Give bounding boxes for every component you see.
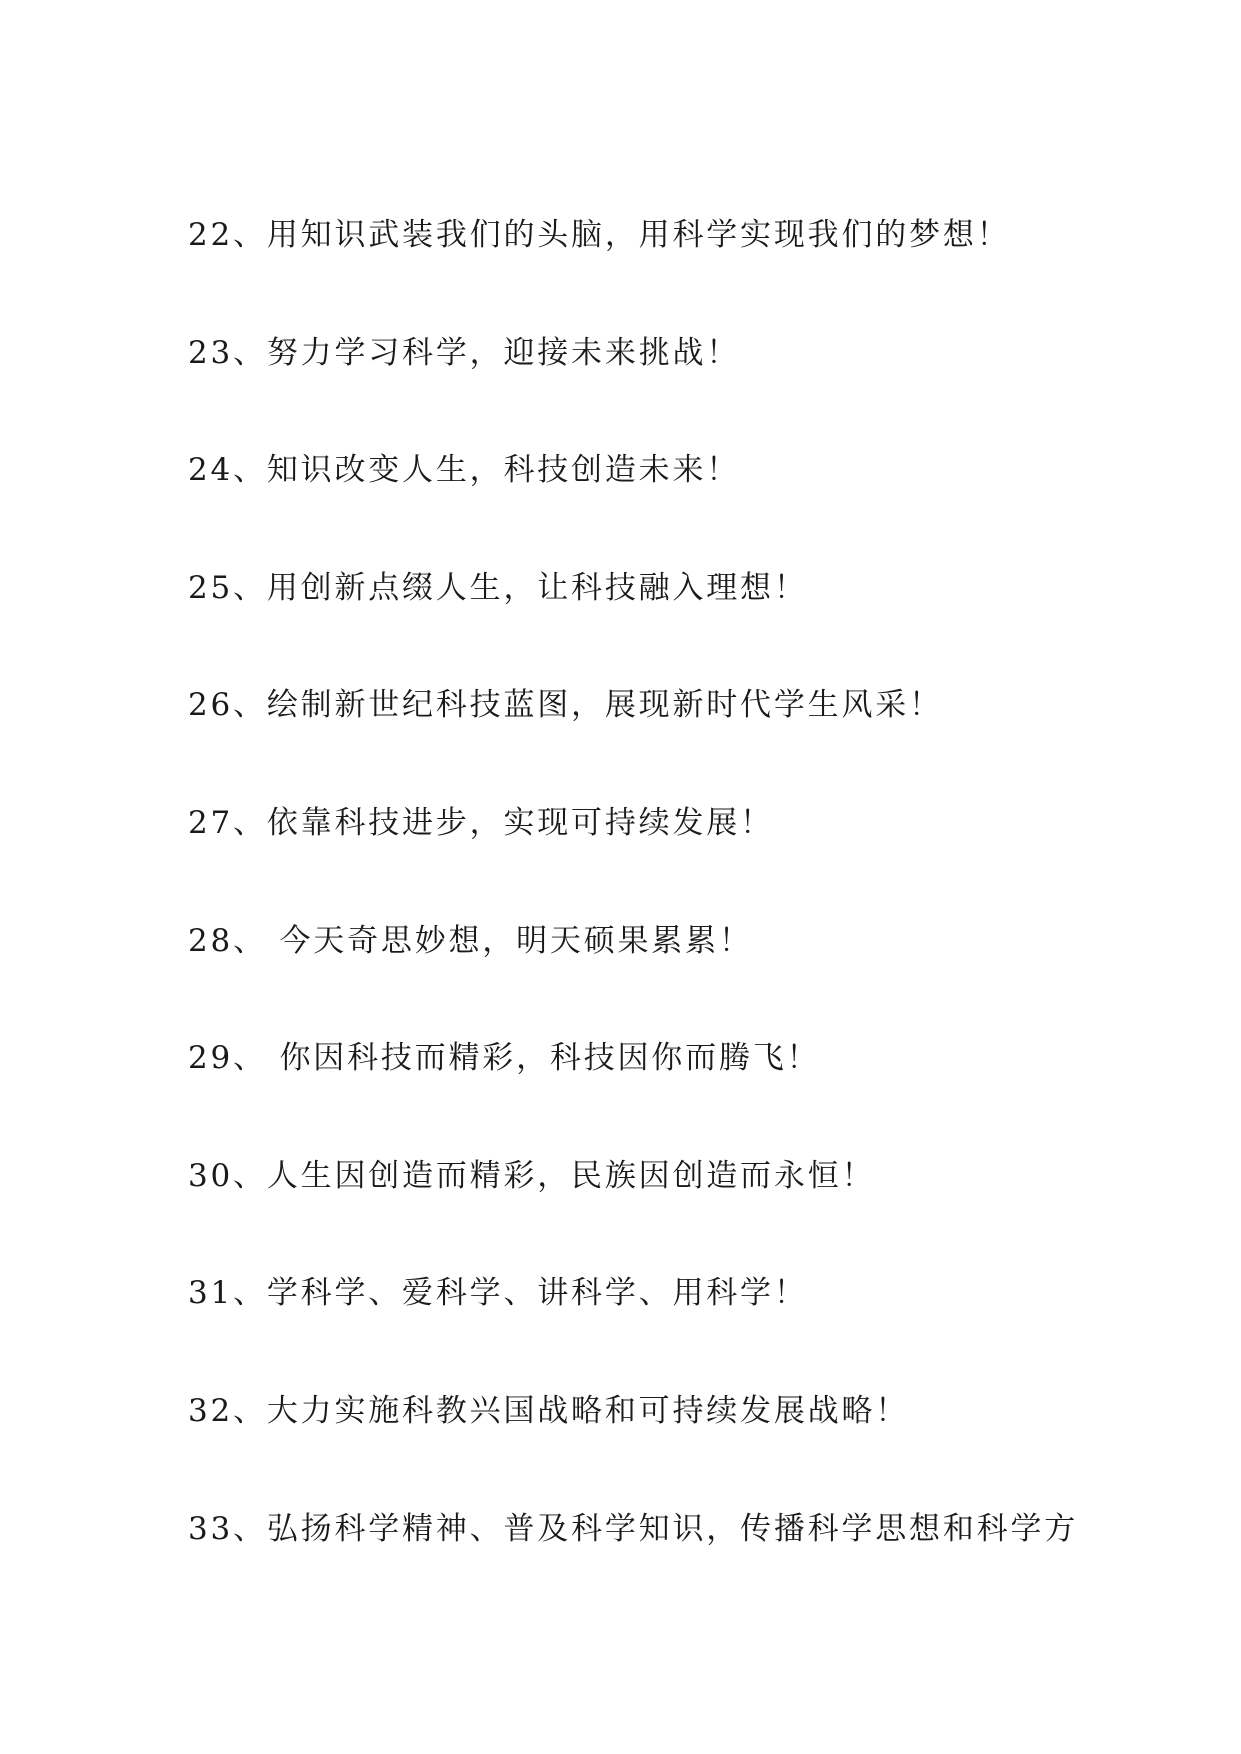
slogan-list bbox=[188, 215, 1188, 1626]
slogan-line: 32、大力实施科教兴国战略和可持续发展战略！ bbox=[188, 1392, 910, 1429]
slogan-line: 33、弘扬科学精神、普及科学知识，传播科学思想和科学方 bbox=[188, 1510, 1079, 1547]
slogan-line: 23、努力学习科学，迎接未来挑战！ bbox=[188, 334, 741, 371]
slogan-line: 26、绘制新世纪科技蓝图，展现新时代学生风采！ bbox=[188, 687, 943, 724]
slogan-line: 25、用创新点缀人生，让科技融入理想！ bbox=[188, 569, 808, 606]
slogan-line: 24、知识改变人生，科技创造未来！ bbox=[188, 452, 741, 489]
slogan-line: 31、学科学、爱科学、讲科学、用科学！ bbox=[188, 1275, 808, 1312]
slogan-line: 22、用知识武装我们的头脑，用科学实现我们的梦想！ bbox=[188, 217, 1011, 253]
slogan-line: 28、 今天奇思妙想，明天硕果累累！ bbox=[188, 922, 753, 959]
slogan-line: 29、 你因科技而精彩，科技因你而腾飞！ bbox=[188, 1040, 821, 1077]
slogan-line: 30、人生因创造而精彩，民族因创造而永恒！ bbox=[188, 1157, 876, 1194]
slogan-line: 27、依靠科技进步，实现可持续发展！ bbox=[188, 804, 774, 841]
